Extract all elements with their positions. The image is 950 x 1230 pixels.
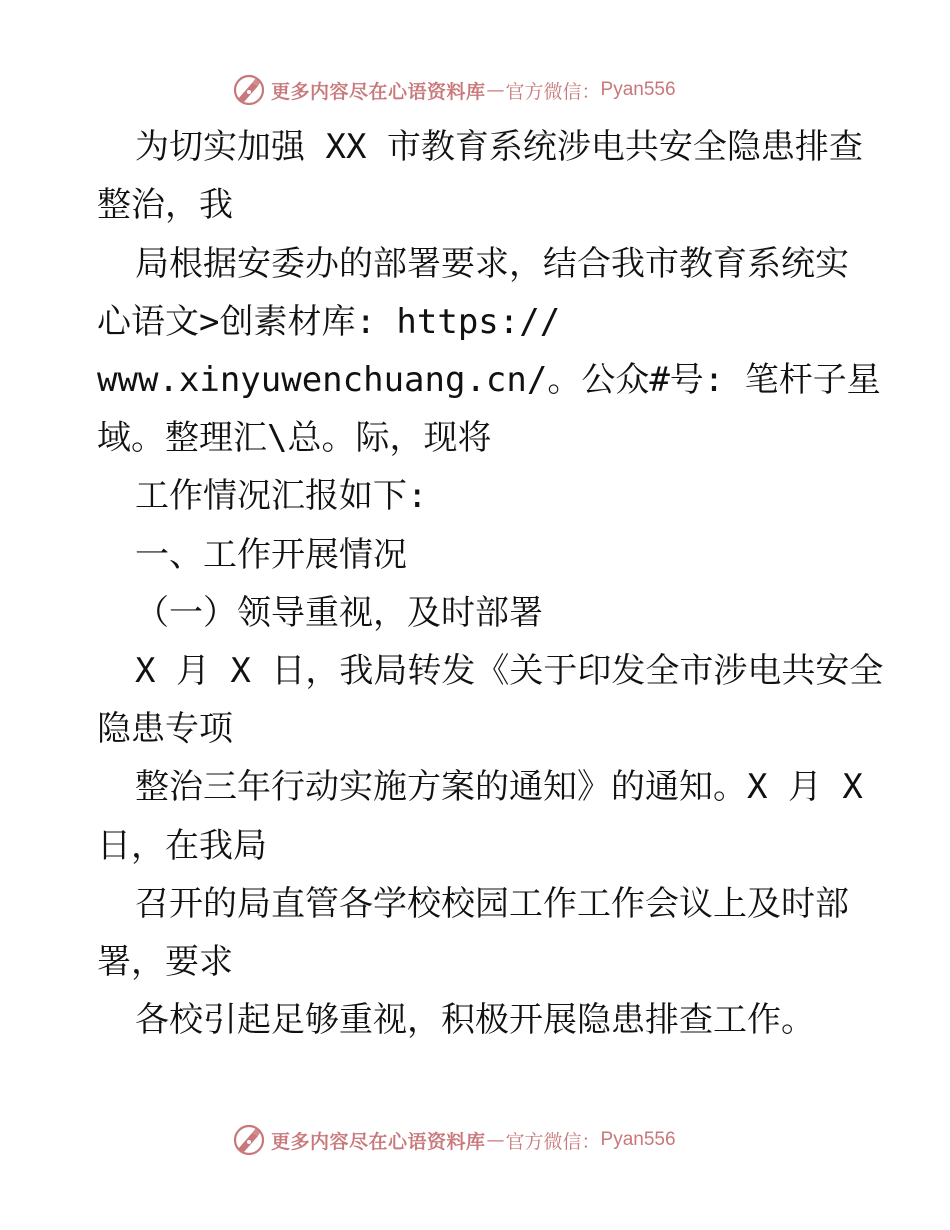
paragraph-line: 工作情况汇报如下:: [135, 476, 428, 516]
banner-separator: —: [486, 1129, 505, 1151]
banner-brand-text: 更多内容尽在心语资料库: [271, 1130, 486, 1153]
paragraph-line: 为切实加强 XX 市教育系统涉电共安全隐患排查: [135, 127, 863, 167]
banner-official-label: 官方微信：: [505, 80, 601, 103]
paragraph-line: X 月 X 日，我局转发《关于印发全市涉电共安全: [135, 651, 884, 691]
paragraph-line: 整治三年行动实施方案的通知》的通知。X 月 X: [135, 767, 863, 807]
subsection-heading: （一）领导重视，及时部署: [135, 593, 543, 633]
banner-wechat-id: Pyan556: [600, 1129, 676, 1150]
paragraph-line: 域。整理汇\总。际，现将: [97, 418, 492, 458]
paragraph-line: 隐患专项: [97, 709, 233, 749]
banner-wechat-id: Pyan556: [600, 79, 676, 100]
paragraph-line: 署，要求: [97, 942, 233, 982]
paragraph-line: 心语文>创素材库: https://: [97, 302, 561, 342]
paragraph-line: 日，在我局: [97, 826, 267, 866]
banner-official-label: 官方微信：: [505, 1130, 601, 1153]
paragraph-line: 局根据安委办的部署要求，结合我市教育系统实: [135, 244, 849, 284]
banner-brand-text: 更多内容尽在心语资料库: [271, 80, 486, 103]
paragraph-line: 整治，我: [97, 185, 233, 225]
paragraph-line: www.xinyuwenchuang.cn/。公众#号: 笔杆子星: [97, 360, 881, 400]
pen-nib-logo-icon: [232, 1123, 266, 1157]
section-heading: 一、工作开展情况: [135, 535, 407, 575]
paragraph-line: 召开的局直管各学校校园工作工作会议上及时部: [135, 884, 849, 924]
paragraph-line: 各校引起足够重视，积极开展隐患排查工作。: [135, 1000, 815, 1040]
banner-separator: —: [486, 79, 505, 101]
footer-banner: [232, 1122, 676, 1158]
